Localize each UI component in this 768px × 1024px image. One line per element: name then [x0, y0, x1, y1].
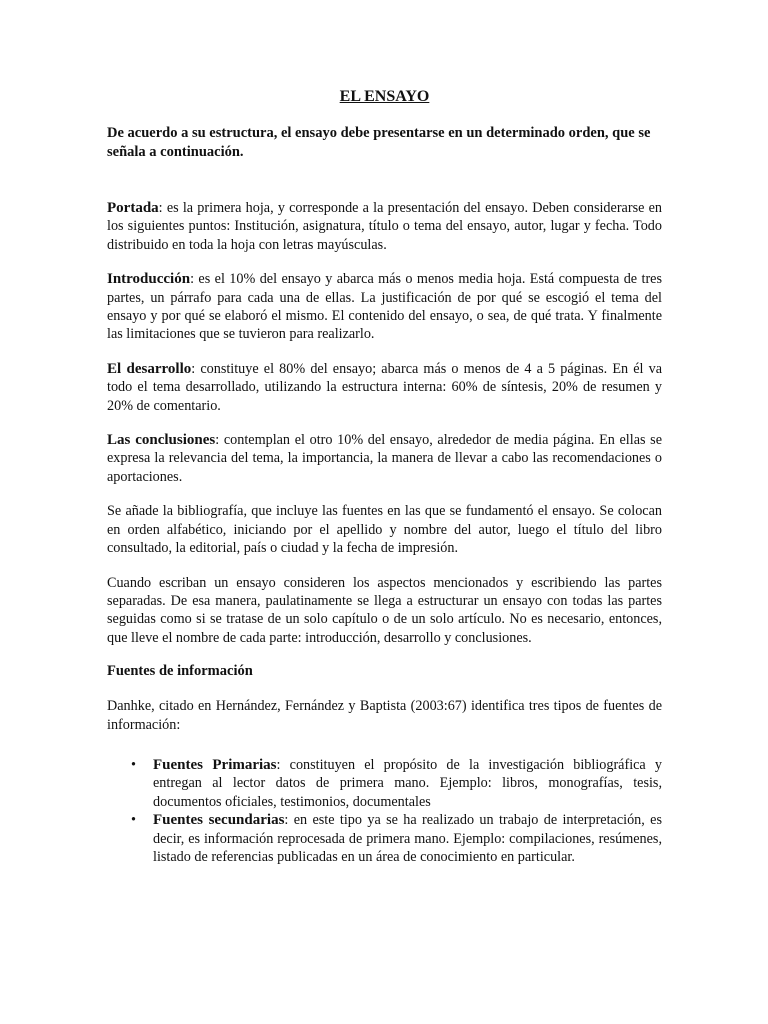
section-text: : es el 10% del ensayo y abarca más o menos media hoja. Está compuesta de tres partes, un párrafo para cada una de ellas. La justificación de por qué se escogió el tema del ensayo y por qué se elaboró el mismo. El contenido del ensayo, o sea, de qué trata. Y finalmente las limitaciones que se tuvieron para realizarlo.: [107, 271, 662, 343]
bullet-text: : en este tipo ya se ha realizado un trabajo de interpretación, es decir, es información reprocesada de primera mano. Ejemplo: compilaciones, resúmenes, listado de referencias publicadas en un área de conocimiento en particular.: [153, 812, 662, 865]
section-introduccion: [107, 270, 662, 344]
sources-heading: Fuentes de información: [107, 663, 253, 680]
section-text: : constituye el 80% del ensayo; abarca más o menos de 4 a 5 páginas. En él va todo el tema desarrollado, utilizando la estructura interna: 60% de síntesis, 20% de resumen y 20% de comentario.: [107, 360, 663, 414]
advice-paragraph: Cuando escriban un ensayo consideren los aspectos mencionados y escribiendo las partes separadas. De esa manera, paulatinamente se llega a estructurar un ensayo con todas las partes seguidas como si se tratase de un solo capítulo o de un solo artículo. No es necesario, entonces, que lleve el nombre de cada parte: introducción, desarrollo y conclusiones.: [107, 574, 662, 646]
intro-paragraph: De acuerdo a su estructura, el ensayo debe presentarse en un determinado orden, que se señala a continuación.: [107, 125, 651, 160]
bibliography-paragraph: Se añade la bibliografía, que incluye las fuentes en las que se fundamentó el ensayo. Se colocan en orden alfabético, iniciando por el apellido y nombre del autor, luego el título del libro consultado, la editorial, país o ciudad y la fecha de impresión.: [107, 503, 662, 557]
list-item: [107, 756, 662, 811]
bullet-icon: •: [131, 756, 136, 773]
sources-intro: Danhke, citado en Hernández, Fernández y Baptista (2003:67) identifica tres tipos de fuentes de información:: [107, 698, 662, 733]
list-item: [107, 811, 662, 866]
section-term: Las conclusiones: [107, 432, 216, 449]
section-text: : es la primera hoja, y corresponde a la presentación del ensayo. Deben considerarse en los siguientes puntos: Institución, asignatura, título o tema del ensayo, autor, lugar y fecha. Todo distribuido en toda la hoja con letras mayúsculas.: [107, 200, 662, 253]
section-desarrollo: [107, 360, 662, 415]
section-term: Portada: [107, 200, 159, 216]
bullet-text: : constituyen el propósito de la investigación bibliográfica y entregan al lector datos de primera mano. Ejemplo: libros, monografías, tesis, documentos oficiales, testimonios, documentales: [153, 756, 663, 810]
section-portada: [107, 199, 662, 254]
bullet-term: Fuentes secundarias: [153, 812, 285, 829]
bullet-icon: •: [131, 812, 136, 829]
section-term: Introducción: [107, 271, 191, 288]
section-conclusiones: [107, 431, 662, 486]
section-text: : contemplan el otro 10% del ensayo, alrededor de media página. En ellas se expresa la relevancia del tema, la importancia, la manera de llevar a cabo las recomendaciones o aportaciones.: [107, 432, 663, 485]
document-title: EL ENSAYO: [339, 88, 430, 105]
section-term: El desarrollo: [107, 360, 192, 377]
bullet-term: Fuentes Primarias: [153, 756, 277, 773]
sources-list: [107, 756, 662, 866]
